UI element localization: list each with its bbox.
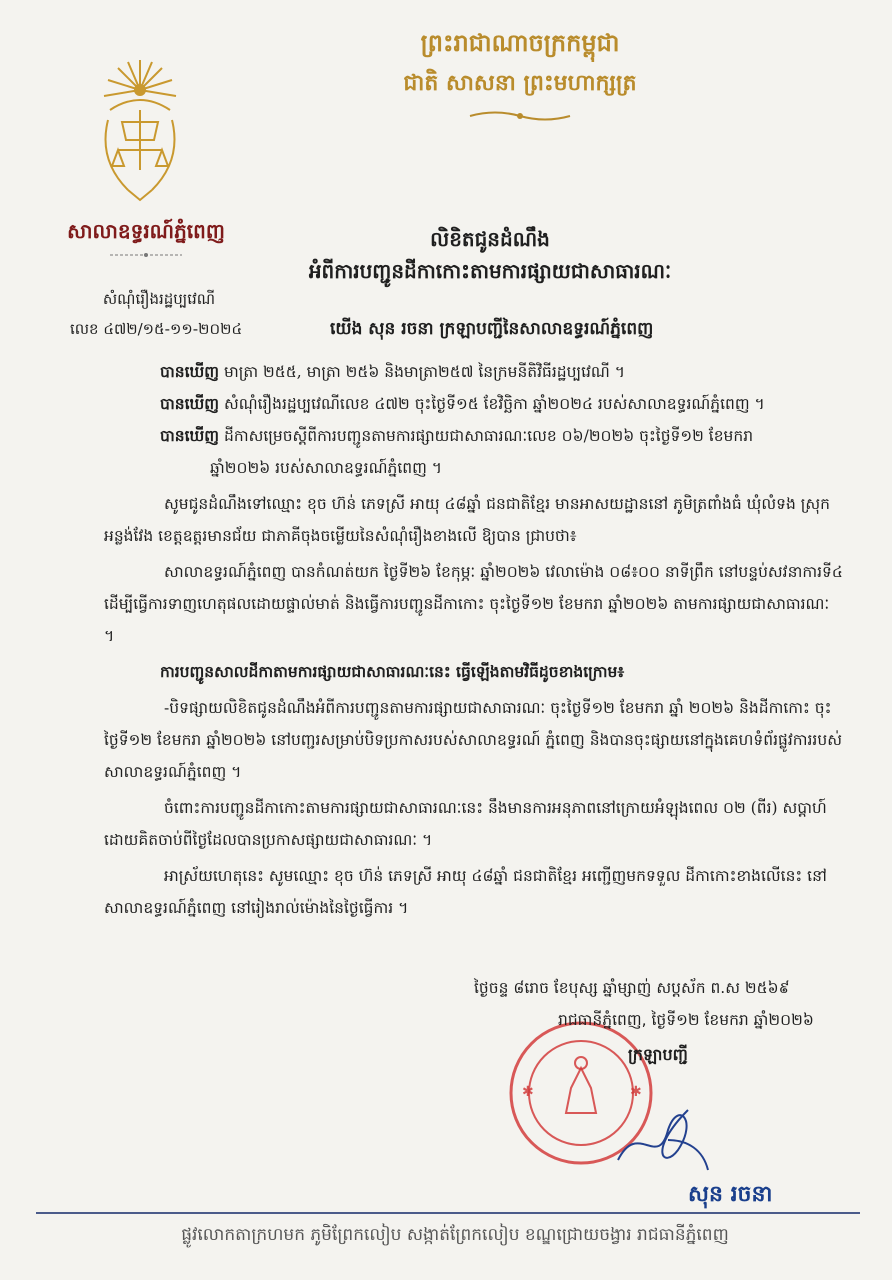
footer-divider xyxy=(36,1212,860,1214)
ornament-divider-icon xyxy=(465,109,575,123)
letter-subtitle: អំពីការបញ្ជូនដីកាកោះតាមការផ្សាយជាសាធារណៈ xyxy=(308,259,672,283)
handwritten-signature-icon xyxy=(608,1080,718,1180)
consideration-lead: បានឃើញ xyxy=(160,362,220,381)
signer-name: សុន រចនា xyxy=(688,1181,773,1207)
svg-text:✱: ✱ xyxy=(522,1084,534,1100)
lunar-date: ថ្ងៃចន្ទ ៨រោច ខែបុស្ស ឆ្នាំម្សាញ់ សប្តស័ក ព.ស ២៥៦៩ xyxy=(474,979,790,997)
notice-paragraph-3: -បិទផ្សាយលិខិតជូនដំណឹងអំពីការបញ្ជូនតាមការផ្សាយជាសាធារណៈ ចុះថ្ងៃទី១២ ខែមករា ឆ្នាំ ២០២៦ និងដីកាកោះ ចុះថ្ងៃទី១២ ខែមករា ឆ្នាំ២០២៦ នៅបញ្ជរសម្រាប់បិទប្រកាសរបស់សាលាឧទ្ធរណ៍ ភ្នំពេញ និងបានចុះផ្សាយនៅក្នុងគេហទំព័រផ្លូវការរបស់សាលាឧទ្ធរណ៍ភ្នំពេញ ។ xyxy=(104,699,842,781)
consideration-3-cont: ឆ្នាំ២០២៦ របស់សាលាឧទ្ធរណ៍ភ្នំពេញ ។ xyxy=(210,459,442,477)
kingdom-header xyxy=(400,28,640,123)
case-number: លេខ ៤៧២/១៥-១១-២០២៤ xyxy=(70,320,243,338)
letter-body xyxy=(104,356,843,924)
ornament-divider-icon xyxy=(108,250,184,260)
consideration-lead: បានឃើញ xyxy=(160,394,220,413)
place-date: រាជធានីភ្នំពេញ, ថ្ងៃទី១២ ខែមករា ឆ្នាំ២០២៦ xyxy=(558,1011,814,1029)
consideration-text: ដីកាសម្រេចស្តីពីការបញ្ជូនតាមការផ្សាយជាសាធារណៈលេខ ០៦/២០២៦ ចុះថ្ងៃទី១២ ខែមករា xyxy=(219,427,754,445)
case-label: សំណុំរឿងរដ្ឋប្បវេណី xyxy=(102,290,216,308)
consideration-lead: បានឃើញ xyxy=(160,426,220,445)
kingdom-motto: ជាតិ សាសនា ព្រះមហាក្សត្រ xyxy=(403,70,637,96)
notice-paragraph-2: សាលាឧទ្ធរណ៍ភ្នំពេញ បានកំណត់យក ថ្ងៃទី២៦ ខែកុម្ភៈ ឆ្នាំ២០២៦ វេលាម៉ោង ០៨៖០០ នាទីព្រឹក នៅបន្ទប់សវនាការទី៤ ដើម្បីធ្វើការទាញហេតុផលដោយផ្ទាល់មាត់ និងធ្វើការបញ្ជូនដីកាកោះ ចុះថ្ងៃទី១២ ខែមករា ឆ្នាំ២០២៦ តាមការផ្សាយជាសាធារណៈ ។ xyxy=(104,563,843,645)
kingdom-title: ព្រះរាជាណាចក្រកម្ពុជា xyxy=(420,28,620,57)
svg-text:✱: ✱ xyxy=(630,1084,642,1100)
consideration-text: សំណុំរឿងរដ្ឋប្បវេណីលេខ ៤៧២ ចុះថ្ងៃទី១៥ ខែវិច្ឆិកា ឆ្នាំ២០២៤ របស់សាលាឧទ្ធរណ៍ភ្នំពេញ ។ xyxy=(219,395,765,413)
court-name: សាលាឧទ្ធរណ៍ភ្នំពេញ xyxy=(67,219,225,243)
signer-role: ក្រឡាបញ្ជី xyxy=(628,1045,688,1064)
notice-paragraph-1: សូមជូនដំណឹងទៅឈ្មោះ ខុច ហ៊ន់ ភេទស្រី អាយុ ៤៨ឆ្នាំ ជនជាតិខ្មែរ មានអាសយដ្ឋាននៅ ភូមិត្រពាំងធំ ឃុំលំទង ស្រុកអន្លង់វែង ខេត្តឧត្តរមានជ័យ ជាភាគីចុងចម្លើយនៃសំណុំរឿងខាងលើ ឱ្យបាន ជ្រាបថា៖ xyxy=(104,495,830,545)
footer-address: ផ្លូវលោកតាក្រហមក ភូមិព្រែកលៀប សង្កាត់ព្រែកលៀប ខណ្ឌជ្រោយចង្វារ រាជធានីភ្នំពេញ xyxy=(181,1225,729,1245)
letter-title: លិខិតជូនដំណឹង xyxy=(430,227,550,251)
notice-heading: ការបញ្ជូនសាលដីកាតាមការផ្សាយជាសាធារណៈនេះ ធ្វើឡើងតាមវិធីដូចខាងក្រោម៖ xyxy=(160,662,625,681)
consideration-2 xyxy=(160,388,836,420)
notice-paragraph-5: អាស្រ័យហេតុនេះ សូមឈ្មោះ ខុច ហ៊ន់ ភេទស្រី អាយុ ៤៨ឆ្នាំ ជនជាតិខ្មែរ អញ្ជើញមកទទួល ដីកាកោះខាងលើនេះ នៅសាលាឧទ្ធរណ៍ភ្នំពេញ នៅរៀងរាល់ម៉ោងនៃថ្ងៃធ្វើការ ។ xyxy=(104,867,827,917)
consideration-text: មាត្រា ២៥៥, មាត្រា ២៥៦ និងមាត្រា២៥៧ នៃក្រមនីតិវិធីរដ្ឋប្បវេណី ។ xyxy=(219,363,625,381)
consideration-1 xyxy=(160,356,836,388)
court-emblem-icon xyxy=(88,50,192,210)
notice-paragraph-4: ចំពោះការបញ្ជូនដីកាកោះតាមការផ្សាយជាសាធារណៈនេះ នឹងមានការអនុភាពនៅក្រោយអំឡុងពេល ០២ (ពីរ) សប្តាហ៍ ដោយគិតចាប់ពីថ្ងៃដែលបានប្រកាសផ្សាយជាសាធារណៈ ។ xyxy=(104,799,827,849)
consideration-3 xyxy=(160,420,836,452)
sender-line: យើង សុន រចនា ក្រឡាបញ្ជីនៃសាលាឧទ្ធរណ៍ភ្នំពេញ xyxy=(330,319,654,339)
